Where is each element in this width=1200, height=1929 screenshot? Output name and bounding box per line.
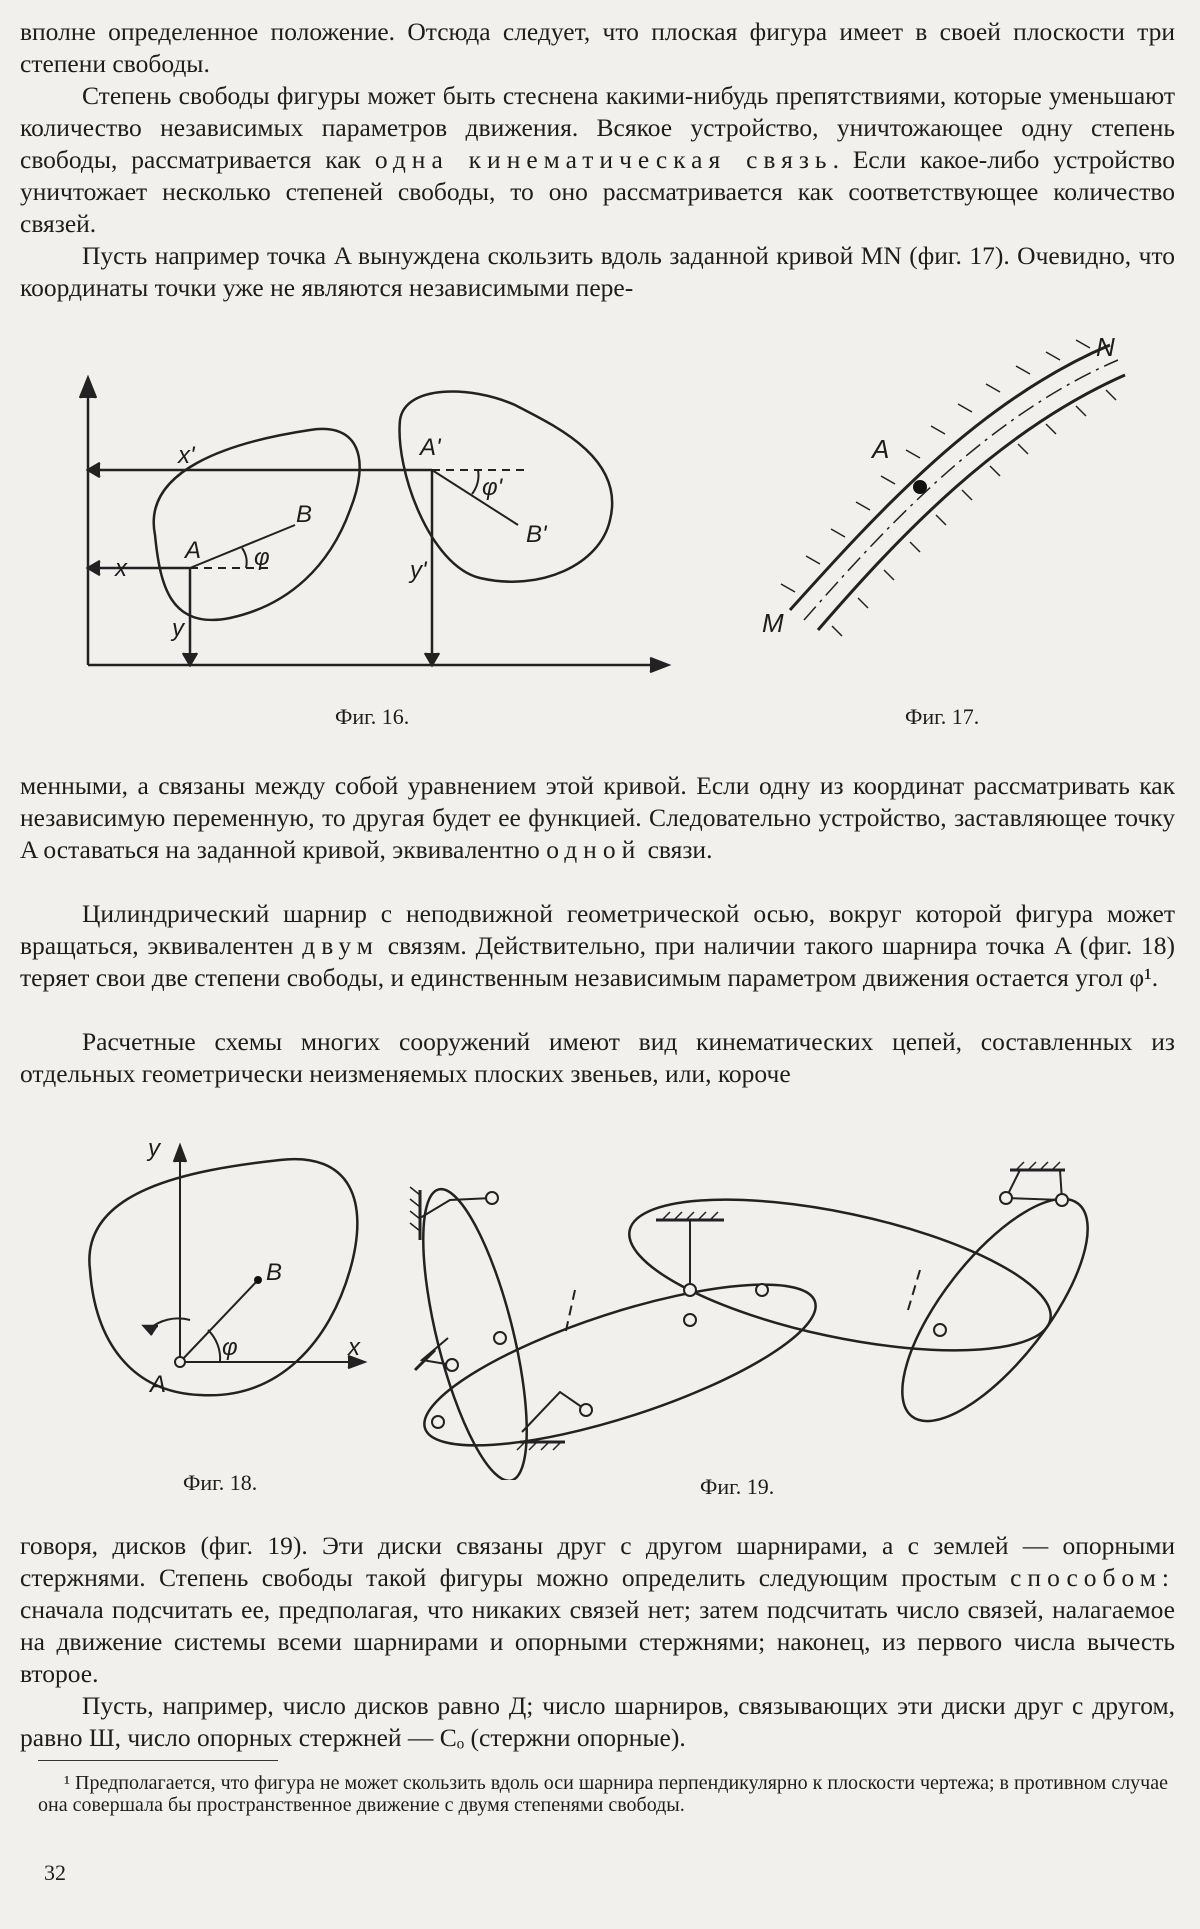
fig19-hinge-3 [494,1332,506,1344]
paragraph-5 [20,898,1175,994]
fig16-label-phi-prime: φ' [482,474,503,501]
fig17-rail-lower [818,375,1125,630]
figure-19-drawing [400,1160,1120,1480]
paragraph-7 [20,1530,1175,1690]
fig18-angle-phi [208,1330,220,1362]
page-number: 32 [44,1860,66,1885]
paragraph-2-text-a: Степень свободы фигуры может быть стеснена какими-нибудь препятствиями, которые уменьшают количество независимых параметров движения. Всякое устройство, уничтожающее одну степень свободы, рассматривается как [20,81,1175,174]
fig16-label-a-prime: A' [420,434,441,461]
fig16-segment-ab-prime [432,470,518,525]
fig19-disk-3 [617,1170,1063,1381]
fig19-hinge-11 [934,1324,946,1336]
paragraph-4-text-b: связи. [641,835,713,864]
figure-16-caption: Фиг. 16. [335,704,410,729]
figure-17 [740,320,1140,650]
fig16-label-y-prime: y' [410,557,427,584]
paragraph-4-text-a: менными, а связаны между собой уравнением этой кривой. Если одну из координат рассматривать как независимую переменную, то другая будет ее функцией. Следовательно устройство, заставляющее точку A оставаться на заданной кривой, эквивалентно [20,771,1175,864]
fig18-label-a: A [150,1371,167,1398]
fig16-segment-ab [190,525,295,568]
fig16-label-a: A [185,537,202,564]
paragraph-5-spaced-term: двум [302,931,379,960]
fig18-label-phi: φ [222,1334,238,1361]
fig18-label-x: x [348,1334,360,1361]
fig17-rail-upper [790,345,1110,610]
fig16-label-b: B [296,501,313,528]
fig19-hinge-2 [446,1359,458,1371]
fig19-hinge-6 [684,1284,696,1296]
figure-16 [60,360,680,690]
fig17-label-m: M [762,608,784,638]
fig16-label-y: y [172,615,184,642]
fig19-disk-1 [402,1180,548,1480]
fig16-angle-phi [242,548,247,568]
fig18-label-y: y [148,1135,160,1162]
fig16-angle-phi-prime [472,470,478,494]
figure-17-caption: Фиг. 17. [905,704,980,729]
paragraph-2 [20,80,1175,240]
paragraph-8: Пусть, например, число дисков равно Д; число шарниров, связывающих эти диски друг с другом, равно Ш, число опорных стержней — Cₒ (стержни опорные). [20,1691,1175,1752]
figure-19-caption: Фиг. 19. [700,1474,775,1499]
fig16-y-axis-arrow [80,378,96,398]
figure-17-drawing [740,320,1140,650]
fig19-hinge-10 [1000,1192,1012,1204]
footnote: ¹ Предполагается, что фигура не может скользить вдоль оси шарнира перпендикулярно к плоскости чертежа; в противном случае она совершала бы пространственное движение с двумя степенями свободы. [38,1772,1168,1816]
paragraph-3: Пусть например точка A вынуждена скользить вдоль заданной кривой MN (фиг. 17). Очевидно, что координаты точки уже не являются независимыми пере- [20,241,1175,302]
fig16-x-axis-arrow [650,658,668,672]
fig16-label-x: x [115,555,127,582]
fig18-label-b: B [266,1259,283,1286]
paragraph-6: Расчетные схемы многих сооружений имеют вид кинематических цепей, составленных из отдельных геометрически неизменяемых плоских звеньев, или, короче [20,1027,1175,1088]
figure-18 [80,1130,410,1430]
fig17-label-a: A [872,434,890,464]
paragraph-2-text-b: . Если какое-либо устройство уничтожает несколько степеней свободы, то оно рассматривается как соответствующее количество связей. [20,145,1175,238]
paragraph-5-text-b: связям. Действительно, при наличии такого шарнира точка A (фиг. 18) теряет свои две степени свободы, и единственным независимым параметром движения остается угол φ¹. [20,931,1175,992]
fig19-support-rod-4 [660,1220,690,1290]
fig17-point-a [913,480,927,494]
fig19-hinge-4 [432,1416,444,1428]
paragraph-7-text-a: говоря, дисков (фиг. 19). Эти диски связаны друг с другом шарнирами, а с землей — опорными стержнями. Степень свободы такой фигуры можно определить следующим простым [20,1531,1175,1592]
fig19-hinge-7 [684,1314,696,1326]
fig19-hinge-8 [756,1284,768,1296]
figure-18-drawing [80,1130,410,1430]
fig18-hinge-a [175,1357,185,1367]
fig16-label-b-prime: B' [526,521,547,548]
fig18-point-b [254,1276,262,1284]
paragraph-5-text-a: Цилиндрический шарнир с неподвижной геометрической осью, вокруг которой фигура может вращаться, эквивалентен [20,899,1175,960]
fig19-hinge-5 [580,1404,592,1416]
fig19-hinge-1 [486,1192,498,1204]
fig17-label-n: N [1096,332,1115,362]
fig19-support-rod-3 [522,1392,586,1432]
figure-18-caption: Фиг. 18. [183,1470,258,1495]
figure-16-drawing [60,360,680,690]
paragraph-7-text-c: сначала подсчитать ее, предполагая, что никаких связей нет; затем подсчитать число связей, налагаемое на движение системы всеми шарнирами и опорными стержнями; наконец, из первого числа вычесть второе. [20,1595,1175,1688]
fig19-support-rod-1 [420,1198,492,1218]
footnote-rule [38,1760,278,1761]
fig16-label-x-prime: x' [178,442,195,469]
paragraph-2-spaced-term: одна кинематическая связь [374,145,833,174]
fig19-hinge-9 [1056,1194,1068,1206]
paragraph-4-spaced-term: одной [546,835,642,864]
fig17-curve-mn [804,360,1118,620]
fig16-label-phi: φ [254,544,270,571]
figure-19 [400,1160,1120,1480]
fig19-support-rod-5 [1006,1170,1062,1200]
paragraph-4 [20,770,1175,866]
paragraph-1: вполне определенное положение. Отсюда следует, что плоская фигура имеет в своей плоскости три степени свободы. [20,17,1175,78]
paragraph-7-spaced-term: способом: [1010,1563,1175,1592]
